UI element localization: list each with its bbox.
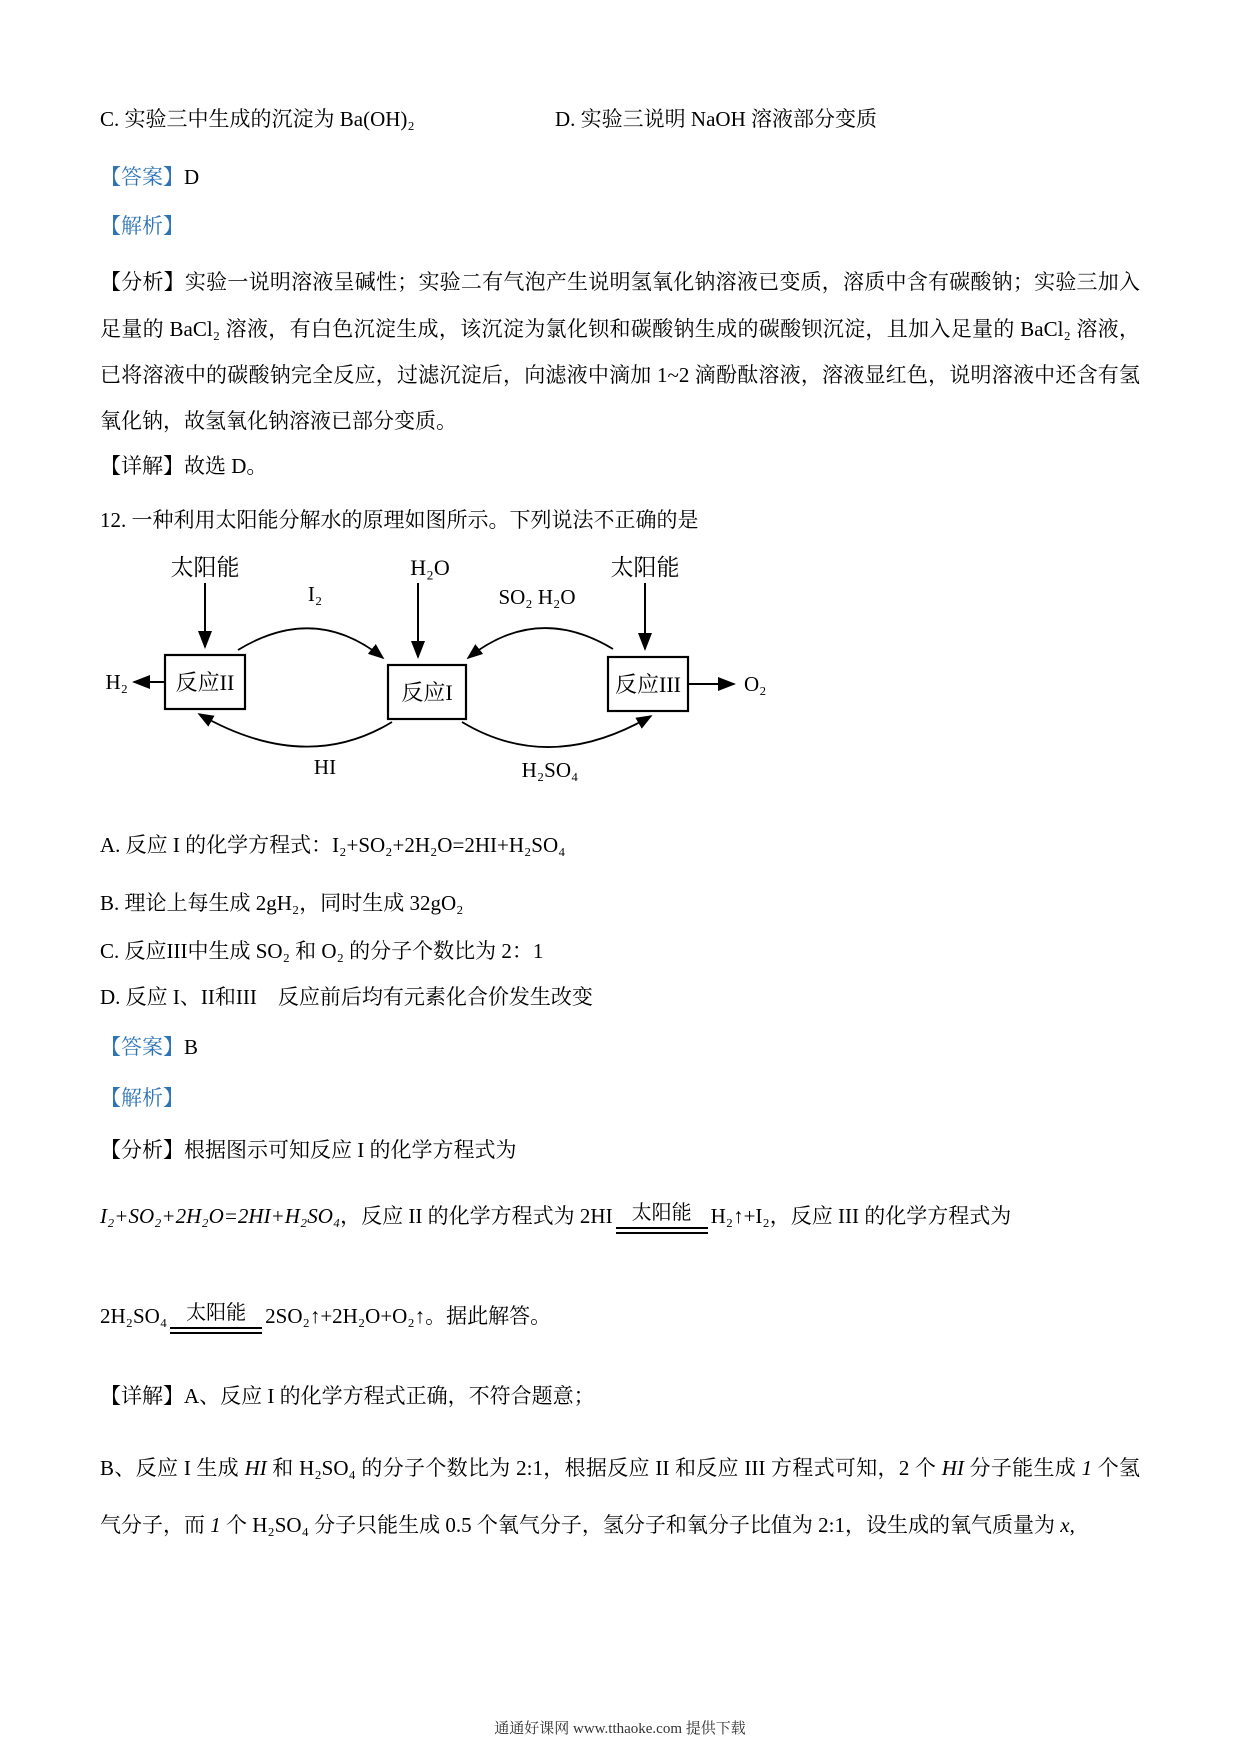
condition-text: 太阳能 (186, 1302, 247, 1325)
q12-number: 12. (100, 507, 127, 532)
jiexi-bracket-label: 【解析】 (100, 213, 184, 238)
q11-fenxi-paragraph (100, 259, 1140, 444)
double-equals-line (170, 1327, 262, 1334)
fenxi-bracket-label: 【分析】 (100, 270, 185, 295)
reaction-condition-solar (170, 1302, 262, 1334)
q11-option-d: D. 实验三说明 NaOH 溶液部分变质 (555, 107, 877, 131)
q11-xiangjie-line (100, 451, 1140, 481)
fenxi-bracket-label: 【分析】 (100, 1138, 184, 1162)
q12-fenxi-intro (100, 1135, 1140, 1165)
q12-option-d: D. 反应 I、II和III 反应前后均有元素化合价发生改变 (100, 984, 593, 1009)
q12-option-a: A. 反应 I 的化学方程式：I₂+SO₂+2H₂O=2HI+H₂SO₄ (100, 833, 566, 858)
q12-xiangjie-b-paragraph (100, 1440, 1140, 1554)
q11-option-c: C. 实验三中生成的沉淀为 Ba(OH)₂ (100, 107, 415, 131)
q12-fenxi-intro-text: 根据图示可知反应 I 的化学方程式为 (184, 1138, 517, 1162)
q12-answer-value: B (184, 1035, 199, 1060)
eq1-lhs: 2HI (579, 1204, 613, 1229)
italic-x: x (1060, 1512, 1070, 1537)
hi-arc-label: HI (313, 754, 337, 779)
eq2-rhs: 2SO₂↑+2H₂O+O₂↑ (265, 1304, 426, 1329)
jiexi-bracket-label: 【解析】 (100, 1085, 184, 1110)
italic-one: 1 (1081, 1455, 1093, 1480)
reaction-ii-label: 反应II (175, 669, 235, 695)
q12-option-c: C. 反应III中生成 SO₂ 和 O₂ 的分子个数比为 2：1 (100, 939, 544, 964)
q11-xiangjie-text: 故选 D。 (184, 454, 268, 479)
answer-bracket-label: 【答案】 (100, 165, 184, 190)
reaction-condition-solar (616, 1202, 708, 1234)
q12-answer-line (100, 1032, 1140, 1062)
site-footer: 通通好课网 www.tthaoke.com 提供下载 (494, 1721, 746, 1738)
i2-arc-label: I₂ (307, 581, 323, 606)
o2-output-label: O₂ (744, 671, 767, 696)
eq1-mid-text: ，反应 II 的化学方程式为 (340, 1204, 580, 1229)
xiangjie-b-text: 个 H₂SO₄ 分子只能生成 0.5 个氧气分子，氢分子和氧分子比值为 2:1，设生成的氧气质量为 (220, 1512, 1061, 1537)
so2-h2o-flow-arc (468, 628, 613, 658)
solar-water-splitting-diagram (100, 547, 1140, 805)
eq1-tail-text: ，反应 III 的化学方程式为 (769, 1204, 1012, 1229)
h2-output-label: H₂ (105, 669, 128, 694)
xiangjie-bracket-label: 【详解】 (100, 454, 184, 479)
xiangjie-b-text: 分子能生成 (963, 1455, 1082, 1480)
q11-fenxi-text: 实验一说明溶液呈碱性；实验二有气泡产生说明氢氧化钠溶液已变质，溶质中含有碳酸钠；实验三加入足量的 BaCl₂ 溶液，有白色沉淀生成，该沉淀为氯化钡和碳酸钠生成的碳酸钡沉淀，且加入足量的 BaCl₂ 溶液，已将溶液中的碳酸钠完全反应，过滤沉淀后，向滤液中滴加 1~2 滴酚酞溶液，溶液显红色，说明溶液中还含有氢氧化钠，故氢氧化钠溶液已部分变质。 (100, 270, 1141, 433)
xiangjie-b-text: B、反应 I 生成 (100, 1455, 245, 1480)
so2-h2o-arc-label: SO₂ H₂O (498, 584, 576, 609)
italic-hi: HI (244, 1455, 267, 1480)
solar-energy-label-right: 太阳能 (610, 554, 680, 580)
q11-answer-value: D (184, 165, 200, 190)
eq2-lhs: 2H₂SO₄ (100, 1304, 168, 1329)
reaction-i-equation: I₂+SO₂+2H₂O=2HI+H₂SO₄ (100, 1204, 341, 1229)
q12-equation-line-1 (100, 1201, 1140, 1234)
q11-answer-line (100, 162, 1140, 192)
italic-hi: HI (941, 1455, 964, 1480)
h2o-input-label: H₂O (410, 554, 450, 580)
q12-xiangjie-a-line (100, 1381, 1140, 1411)
reaction-i-label: 反应I (401, 679, 453, 705)
answer-bracket-label: 【答案】 (100, 1035, 184, 1060)
hi-flow-arc (199, 714, 392, 747)
q11-jiexi-line (100, 211, 1140, 241)
q12-stem: 一种利用太阳能分解水的原理如图所示。下列说法不正确的是 (131, 507, 699, 532)
eq2-tail-text: 。据此解答。 (425, 1304, 552, 1329)
h2so4-flow-arc (462, 716, 651, 747)
eq1-rhs: H₂↑+I₂ (710, 1204, 770, 1229)
q12-xiangjie-a-text: A、反应 I 的化学方程式正确，不符合题意； (184, 1384, 595, 1409)
h2so4-arc-label: H₂SO₄ (521, 757, 579, 782)
reaction-iii-label: 反应III (615, 671, 681, 697)
q12-stem-line (100, 505, 1140, 535)
q11-options-row (100, 104, 1140, 134)
q12-equation-line-2 (100, 1301, 1140, 1334)
xiangjie-b-text: , (1069, 1512, 1075, 1537)
i2-flow-arc (238, 628, 383, 658)
q12-jiexi-line (100, 1083, 1140, 1113)
condition-text: 太阳能 (631, 1202, 692, 1225)
italic-one: 1 (210, 1512, 221, 1537)
xiangjie-b-text: 和 H₂SO₄ 的分子个数比为 2:1，根据反应 II 和反应 III 方程式可知，2 个 (266, 1455, 942, 1480)
diagram-svg (100, 547, 800, 797)
double-equals-line (616, 1227, 708, 1234)
q12-option-b: B. 理论上每生成 2gH₂，同时生成 32gO₂ (100, 890, 464, 915)
xiangjie-b-text: 个氢气分子，而 (100, 1455, 1141, 1537)
xiangjie-bracket-label: 【详解】 (100, 1384, 184, 1409)
solar-energy-label-left: 太阳能 (170, 554, 240, 580)
